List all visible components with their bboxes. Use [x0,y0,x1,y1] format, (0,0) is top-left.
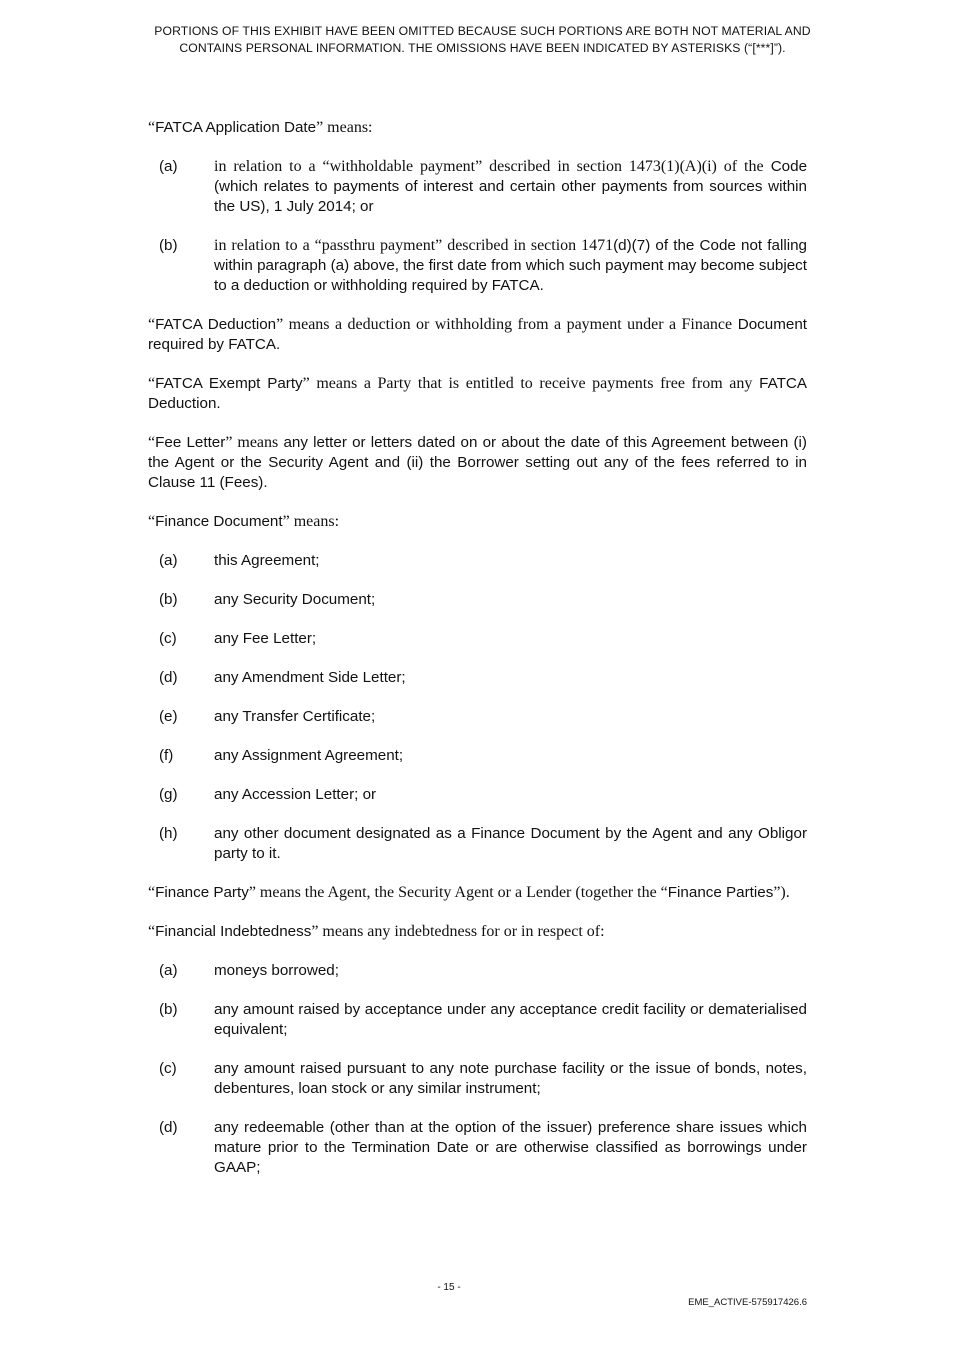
list-item [148,1000,807,1040]
defined-term: FATCA Application Date [155,119,317,136]
definition-lead: ” means any indebtedness for or in respect of: [311,923,605,940]
defined-term: Financial Indebtedness [155,923,312,940]
defined-term: Finance Party [155,884,249,901]
list-text: any Assignment Agreement; [214,747,404,764]
list-item [148,785,807,805]
list-item [148,629,807,649]
defined-term: Finance Document [155,513,283,530]
defined-term: FATCA Deduction [155,316,277,333]
list-marker: (a) [159,158,178,175]
list-item [148,590,807,610]
list-text-part: in relation to a “passthru payment” described in section 1471 [214,237,614,254]
open-quote: “ [148,119,156,136]
list-item [148,668,807,688]
definition-fee-letter [148,433,807,493]
list-text: any Accession Letter; or [214,786,377,803]
list-marker: (c) [159,630,177,647]
list-item [148,236,807,296]
list-marker: (f) [159,747,174,764]
list-text: any Fee Letter; [214,630,317,647]
open-quote: “ [148,316,156,333]
list-item [148,1059,807,1099]
list-item [148,707,807,727]
list-marker: (d) [159,669,178,686]
list-text: any Security Document; [214,591,376,608]
definition-text: Document required by FATCA. [148,316,807,353]
open-quote: “ [148,513,156,530]
definition-financial-indebtedness [148,922,807,942]
list-marker: (d) [159,1119,178,1136]
list-text: any redeemable (other than at the option of the issuer) preference share issues which mature prior to the Termination Date or are otherwise classified as borrowings under GAAP; [214,1119,807,1176]
defined-term: Fee Letter [155,434,226,451]
list-marker: (b) [159,591,178,608]
defined-term: Finance Parties [667,884,774,901]
definition-text: ” means a Party that is entitled to receive payments free from any [302,375,753,392]
list-marker: (e) [159,708,178,725]
document-body [148,118,807,1197]
list-text: moneys borrowed; [214,962,339,979]
definition-text: ” means the Agent, the Security Agent or a Lender (together the “ [248,884,668,901]
page-number: - 15 - [437,1282,461,1293]
definition-fatca-deduction [148,315,807,355]
definition-finance-document [148,512,807,532]
list-text: any Amendment Side Letter; [214,669,406,686]
list-item [148,961,807,981]
definition-finance-party [148,883,807,903]
list-item [148,824,807,864]
definition-text: ”). [773,884,790,901]
list-item [148,746,807,766]
list-item [148,157,807,217]
open-quote: “ [148,923,156,940]
list-text-part: in relation to a “withholdable payment” described in section 1473(1)(A)(i) of the [214,158,764,175]
definition-text: any letter or letters dated on or about the date of this Agreement between (i) the Agent or the Security Agent and (ii) the Borrower setting out any of the fees referred to in Clause 11 (Fees). [148,434,807,491]
list-text: this Agreement; [214,552,320,569]
list-text-part: Code (which relates to payments of interest and certain other payments from sources within the US), 1 July 2014; or [214,158,808,215]
list-text: any other document designated as a Finance Document by the Agent and any Obligor party to it. [214,825,807,862]
list-marker: (b) [159,237,178,254]
list-text: any amount raised by acceptance under any acceptance credit facility or dematerialised equivalent; [214,1001,807,1038]
list-marker: (a) [159,552,178,569]
definition-text: FATCA Deduction. [148,375,807,412]
omission-notice-line-1: PORTIONS OF THIS EXHIBIT HAVE BEEN OMITTED BECAUSE SUCH PORTIONS ARE BOTH NOT MATERIAL AND [154,24,811,38]
list-marker: (h) [159,825,178,842]
open-quote: “ [148,884,156,901]
open-quote: “ [148,434,156,451]
omission-notice [100,23,865,57]
list-item [148,1118,807,1178]
list-marker: (a) [159,962,178,979]
definition-lead: ” means: [316,119,373,136]
definition-fatca-application-date [148,118,807,138]
list-marker: (g) [159,786,178,803]
list-item [148,551,807,571]
open-quote: “ [148,375,156,392]
definition-text: ” means [225,434,279,451]
document-reference: EME_ACTIVE-575917426.6 [688,1297,807,1308]
definition-fatca-exempt-party [148,374,807,414]
defined-term: FATCA Exempt Party [155,375,303,392]
list-text-part: (d)(7) of the Code not falling within paragraph (a) above, the first date from which such payment may become subject to a deduction or withholding required by FATCA. [214,237,807,294]
list-text: any amount raised pursuant to any note purchase facility or the issue of bonds, notes, debentures, loan stock or any similar instrument; [214,1060,807,1097]
definition-text: ” means a deduction or withholding from a payment under a Finance [276,316,733,333]
definition-lead: ” means: [282,513,340,530]
list-marker: (c) [159,1060,177,1077]
list-text: any Transfer Certificate; [214,708,376,725]
omission-notice-line-2: CONTAINS PERSONAL INFORMATION. THE OMISSIONS HAVE BEEN INDICATED BY ASTERISKS (“[***]”). [179,41,786,55]
list-marker: (b) [159,1001,178,1018]
